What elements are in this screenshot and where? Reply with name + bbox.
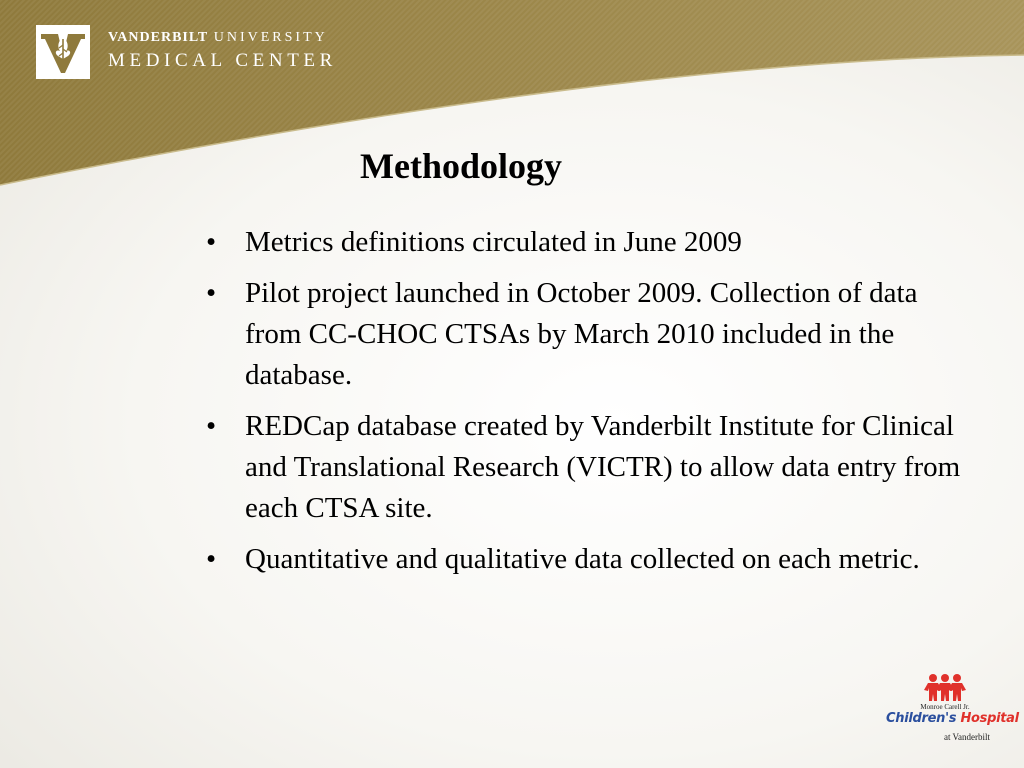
bullet-text: Pilot project launched in October 2009. Collection of data from CC-CHOC CTSAs by March 2010 included in the database. [245, 277, 918, 391]
bullet-dot: • [206, 277, 217, 309]
bullet-list [206, 222, 966, 590]
logo-university: UNIVERSITY [213, 30, 328, 45]
ch-childrens: Children's [886, 711, 957, 726]
institution-name [108, 30, 337, 73]
slide-title: Methodology [360, 146, 562, 186]
bullet-item [206, 406, 966, 529]
bullet-item [206, 273, 966, 396]
logo-line-university [108, 30, 337, 46]
bullet-text: REDCap database created by Vanderbilt Institute for Clinical and Translational Research (VICTR) to allow data entry from each CTSA site. [245, 410, 961, 524]
ch-hospital: Hospital [960, 711, 1019, 726]
bullet-dot: • [206, 543, 217, 575]
bullet-text: Metrics definitions circulated in June 2009 [245, 226, 742, 258]
bullet-dot: • [206, 410, 217, 442]
vanderbilt-logo [36, 25, 90, 79]
childrens-hospital-logo [886, 672, 1019, 752]
children-figures-icon [886, 672, 1004, 704]
logo-vanderbilt: VANDERBILT [108, 30, 209, 45]
bullet-item [206, 222, 966, 263]
logo-medical-center: MEDICAL CENTER [108, 50, 337, 71]
bullet-text: Quantitative and qualitative data collected on each metric. [245, 543, 920, 575]
ch-main-text [886, 711, 1019, 726]
ch-at-vanderbilt: at Vanderbilt [943, 732, 991, 742]
ch-monroe-text: Monroe Carell Jr. [920, 703, 970, 711]
bullet-item [206, 539, 966, 580]
oak-leaf-v-icon [36, 25, 90, 79]
bullet-dot: • [206, 226, 217, 258]
